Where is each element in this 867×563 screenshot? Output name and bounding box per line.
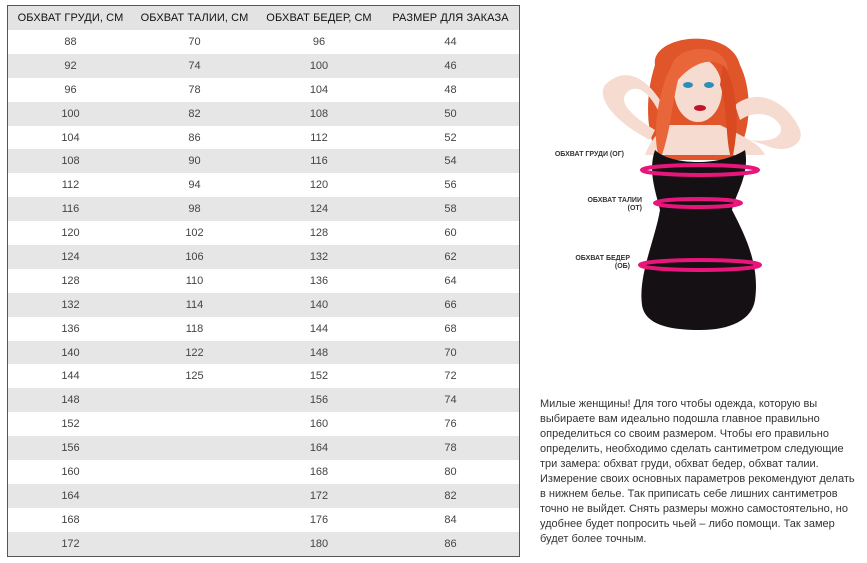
- order-size-cell: 52: [444, 131, 457, 144]
- header-waist: ОБХВАТ ТАЛИИ, СМ: [133, 6, 256, 30]
- table-row: [8, 317, 519, 341]
- order-size-cell: 84: [444, 513, 457, 526]
- order-size-cell: 72: [444, 370, 457, 383]
- chest-cell: 120: [61, 227, 80, 240]
- chest-cell: 152: [61, 418, 80, 431]
- hips-cell: 156: [256, 388, 382, 412]
- waist-cell: 90: [133, 149, 256, 173]
- hips-cell: 96: [312, 35, 326, 48]
- order-size-cell: 58: [382, 197, 519, 221]
- table-row: [8, 460, 519, 484]
- header-hips: ОБХВАТ БЕДЕР, СМ: [256, 6, 382, 30]
- table-row: [8, 269, 519, 293]
- hips-cell: 132: [256, 245, 382, 269]
- chest-cell: 160: [61, 465, 80, 478]
- chest-cell: 128: [61, 274, 80, 287]
- hips-cell: 140: [256, 293, 382, 317]
- waist-cell: [133, 460, 256, 484]
- chest-cell: 144: [61, 370, 80, 383]
- order-size-cell: 78: [382, 436, 519, 460]
- order-size-cell: 64: [444, 274, 457, 287]
- waist-cell: 102: [185, 227, 204, 240]
- hips-cell: 116: [256, 149, 382, 173]
- size-table-header-row: [8, 6, 519, 30]
- table-row: [8, 484, 519, 508]
- table-row: [8, 173, 519, 197]
- chest-cell: 88: [64, 35, 77, 48]
- table-row: [8, 412, 519, 436]
- chest-cell: 168: [61, 513, 80, 526]
- waist-cell: 86: [188, 131, 201, 144]
- woman-illustration: [560, 25, 860, 345]
- chest-cell: 108: [8, 149, 133, 173]
- waist-cell: 78: [188, 83, 201, 96]
- table-row: [8, 436, 519, 460]
- table-row: [8, 54, 519, 78]
- chest-cell: 100: [8, 102, 133, 126]
- hips-cell: 144: [309, 322, 329, 335]
- table-row: [8, 388, 519, 412]
- hips-cell: 160: [309, 418, 329, 431]
- waist-cell: 114: [133, 293, 256, 317]
- table-row: [8, 245, 519, 269]
- order-size-cell: 60: [444, 227, 457, 240]
- order-size-cell: 86: [382, 532, 519, 556]
- hips-cell: 180: [256, 532, 382, 556]
- waist-cell: [133, 412, 256, 436]
- waist-cell: 118: [185, 322, 204, 335]
- waist-cell: 125: [185, 370, 204, 383]
- order-size-cell: 82: [382, 484, 519, 508]
- waist-cell: 122: [133, 341, 256, 365]
- hips-cell: 136: [309, 274, 329, 287]
- table-row: [8, 149, 519, 173]
- hips-cell: 112: [310, 131, 328, 144]
- chest-cell: 92: [8, 54, 133, 78]
- order-size-cell: 66: [382, 293, 519, 317]
- hips-cell: 104: [309, 83, 329, 96]
- table-row: [8, 102, 519, 126]
- order-size-cell: 70: [382, 341, 519, 365]
- hips-cell: 168: [309, 465, 329, 478]
- waist-cell: 74: [133, 54, 256, 78]
- table-row: [8, 78, 519, 102]
- measurement-figure: [554, 25, 860, 345]
- intro-text: Милые женщины! Для того чтобы одежда, которую вы выбираете вам идеально подошла главное правильно определиться со своим размером. Чтобы его правильно определить, необходимо сделать сантиметром следующие три замера: обхват груди, обхват бедер, обхват талии. Измерение своих основных параметров рекомендуют делать в нижнем белье. Так приписать себе лишних сантиметров точно не выйдет. Снять размеры можно самостоятельно, но удобнее будет попросить чьей – либо помощи. Так замер будет более точным.: [540, 398, 855, 545]
- label-chest: ОБХВАТ ГРУДИ (ОГ): [554, 151, 624, 158]
- dress: [641, 150, 756, 330]
- table-row: [8, 341, 519, 365]
- waist-cell: [133, 532, 256, 556]
- chest-cell: 124: [8, 245, 133, 269]
- size-table-body: [8, 30, 519, 556]
- hips-cell: 148: [256, 341, 382, 365]
- chest-cell: 156: [8, 436, 133, 460]
- order-size-cell: 76: [444, 418, 457, 431]
- waist-cell: 70: [188, 35, 201, 48]
- order-size-cell: 46: [382, 54, 519, 78]
- order-size-cell: 80: [444, 465, 457, 478]
- chest-cell: 172: [8, 532, 133, 556]
- order-size-cell: 48: [444, 83, 457, 96]
- header-chest: ОБХВАТ ГРУДИ, СМ: [8, 6, 133, 30]
- hips-cell: 164: [256, 436, 382, 460]
- table-row: [8, 126, 519, 150]
- chest-cell: 96: [64, 83, 77, 96]
- hips-cell: 108: [256, 102, 382, 126]
- chest-cell: 148: [8, 388, 133, 412]
- hips-cell: 124: [256, 197, 382, 221]
- chest-cell: 104: [61, 131, 80, 144]
- waist-cell: 98: [133, 197, 256, 221]
- table-row: [8, 532, 519, 556]
- waist-cell: 110: [185, 274, 204, 287]
- waist-cell: [133, 484, 256, 508]
- order-size-cell: 68: [444, 322, 457, 335]
- hips-cell: 172: [256, 484, 382, 508]
- waist-cell: [133, 508, 256, 532]
- chest-cell: 116: [8, 197, 133, 221]
- left-eye: [683, 82, 693, 88]
- hips-cell: 100: [256, 54, 382, 78]
- order-size-cell: 62: [382, 245, 519, 269]
- hips-cell: 128: [309, 227, 329, 240]
- waist-cell: 82: [133, 102, 256, 126]
- chest-cell: 164: [8, 484, 133, 508]
- hips-cell: 176: [309, 513, 329, 526]
- chest-cell: 136: [61, 322, 80, 335]
- order-size-cell: 50: [382, 102, 519, 126]
- hips-cell: 152: [309, 370, 329, 383]
- chest-cell: 112: [61, 179, 80, 192]
- order-size-cell: 54: [382, 149, 519, 173]
- order-size-cell: 56: [444, 179, 457, 192]
- chest-cell: 140: [8, 341, 133, 365]
- size-table-container: [7, 5, 520, 557]
- chest-cell: 132: [8, 293, 133, 317]
- waist-cell: 94: [188, 179, 201, 192]
- table-row: [8, 221, 519, 245]
- waist-cell: [133, 436, 256, 460]
- size-table: [8, 6, 519, 556]
- lips: [694, 105, 706, 111]
- waist-cell: [133, 388, 256, 412]
- table-row: [8, 197, 519, 221]
- header-order-size: РАЗМЕР ДЛЯ ЗАКАЗА: [382, 6, 519, 30]
- table-row: [8, 30, 519, 54]
- label-hips: ОБХВАТ БЕДЕР (ОБ): [575, 255, 630, 270]
- table-row: [8, 364, 519, 388]
- table-row: [8, 293, 519, 317]
- label-waist: ОБХВАТ ТАЛИИ (ОТ): [587, 197, 642, 212]
- hips-cell: 120: [309, 179, 329, 192]
- right-eye: [704, 82, 714, 88]
- table-row: [8, 508, 519, 532]
- order-size-cell: 44: [444, 35, 457, 48]
- waist-cell: 106: [133, 245, 256, 269]
- order-size-cell: 74: [382, 388, 519, 412]
